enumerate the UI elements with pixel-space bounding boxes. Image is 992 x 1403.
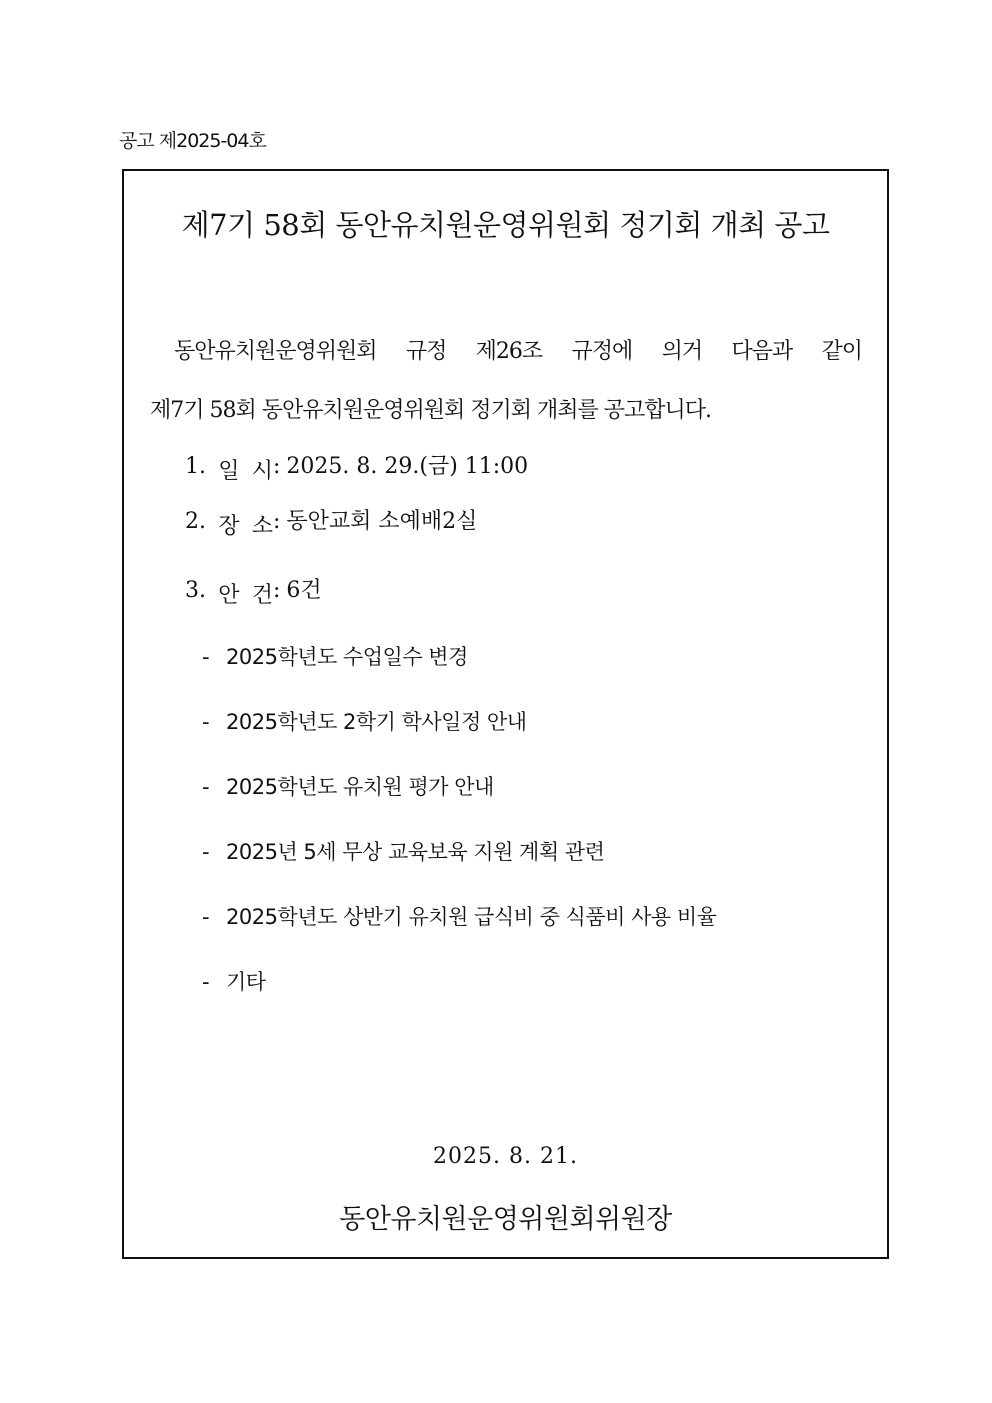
signature-chairperson: 동안유치원운영위원회위원장 <box>339 1204 672 1235</box>
agenda-dash: - <box>202 905 210 929</box>
notice-frame <box>122 169 889 1259</box>
item-schedule <box>185 449 528 485</box>
notice-date: 2025. 8. 21. <box>433 1144 578 1169</box>
agenda-item <box>202 836 604 866</box>
item-location <box>185 504 477 540</box>
agenda-dash: - <box>202 775 210 799</box>
notice-title: 제7기 58회 동안유치원운영위원회 정기회 개최 공고 <box>181 208 830 242</box>
item-colon: : <box>273 509 281 534</box>
item-number: 2. <box>185 509 206 534</box>
item-label-char: 시 <box>251 459 273 484</box>
item-value-datetime: 2025. 8. 29.(금) 11:00 <box>286 454 529 479</box>
item-agenda <box>185 573 322 609</box>
item-label-char: 소 <box>251 514 273 539</box>
agenda-item <box>202 771 494 801</box>
item-label-char: 안 <box>218 583 240 608</box>
notice-number: 공고 제2025-04호 <box>119 130 266 152</box>
intro-line-1: 동안유치원운영위원회 규정 제26조 규정에 의거 다음과 같이 <box>174 339 862 364</box>
agenda-item <box>202 706 526 736</box>
item-value-count: 6건 <box>286 578 322 603</box>
agenda-text: 2025학년도 유치원 평가 안내 <box>226 775 494 799</box>
agenda-dash: - <box>202 710 210 734</box>
agenda-text: 2025학년도 2학기 학사일정 안내 <box>226 710 527 734</box>
agenda-dash: - <box>202 840 210 864</box>
item-label-char: 건 <box>251 583 273 608</box>
item-label <box>185 454 273 485</box>
item-label-char: 일 <box>218 459 240 484</box>
item-colon: : <box>273 454 281 479</box>
agenda-text: 2025년 5세 무상 교육보육 지원 계획 관련 <box>226 840 605 864</box>
agenda-item <box>202 901 716 931</box>
agenda-text: 2025학년도 수업일수 변경 <box>226 645 468 669</box>
item-number: 3. <box>185 578 206 603</box>
item-value-location: 동안교회 소예배2실 <box>286 509 478 534</box>
agenda-text: 2025학년도 상반기 유치원 급식비 중 식품비 사용 비율 <box>226 905 717 929</box>
intro-line-2: 제7기 58회 동안유치원운영위원회 정기회 개최를 공고합니다. <box>150 398 711 423</box>
item-label <box>185 578 273 609</box>
agenda-dash: - <box>202 970 210 994</box>
agenda-item <box>202 966 266 996</box>
agenda-text: 기타 <box>226 970 266 994</box>
agenda-item <box>202 641 468 671</box>
item-label <box>185 509 273 540</box>
item-label-char: 장 <box>218 514 240 539</box>
item-colon: : <box>273 578 281 603</box>
item-number: 1. <box>185 454 206 479</box>
agenda-dash: - <box>202 645 210 669</box>
